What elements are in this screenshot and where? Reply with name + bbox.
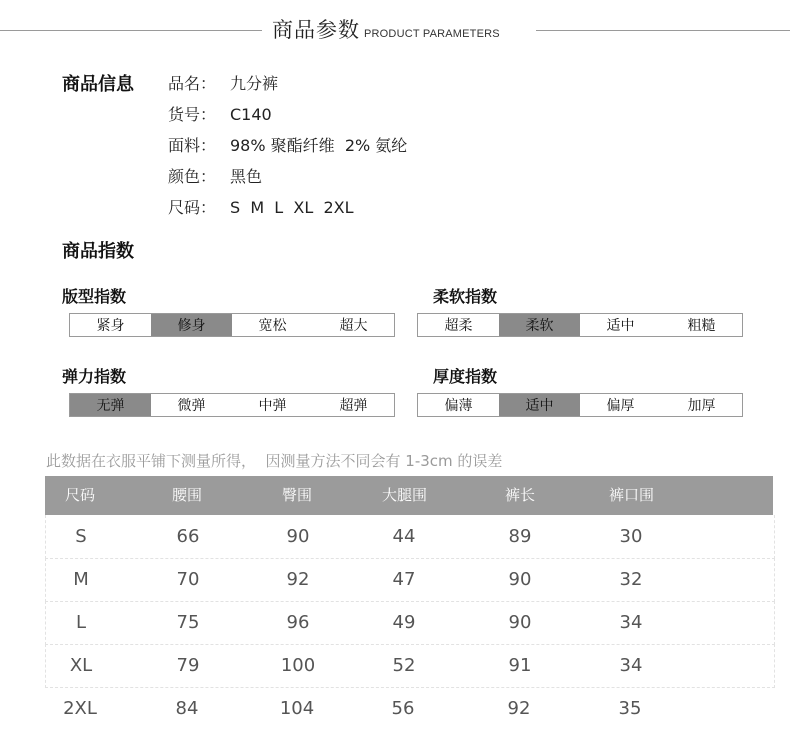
scale-option: 宽松	[258, 318, 287, 334]
page-title-cn: 商品参数	[272, 18, 360, 42]
table-cell: 70	[176, 569, 200, 590]
scale-elasticity	[69, 393, 395, 417]
table-cell: 52	[392, 655, 416, 676]
scale-option: 紧身	[96, 318, 125, 334]
page-title-en: PRODUCT PARAMETERS	[364, 28, 500, 40]
table-cell: M	[73, 569, 89, 590]
table-cell: 34	[619, 612, 643, 633]
info-key: 颜色：	[168, 167, 217, 186]
scale-option: 无弹	[70, 394, 151, 416]
page-title	[272, 14, 500, 44]
scale-softness	[417, 313, 743, 337]
scale-option: 超弹	[339, 398, 368, 414]
header-divider-right	[536, 30, 790, 31]
product-index-title: 商品指数	[62, 241, 134, 262]
table-cell: 44	[392, 526, 416, 547]
scale-thickness	[417, 393, 743, 417]
table-cell: 56	[391, 698, 415, 719]
table-row	[45, 687, 773, 730]
scale-option: 超大	[339, 318, 368, 334]
scale-option: 适中	[499, 394, 580, 416]
column-header-thigh: 大腿围	[382, 486, 428, 504]
info-key: 尺码：	[168, 198, 217, 217]
header-divider-left	[0, 30, 262, 31]
table-row	[45, 515, 775, 559]
info-row-fabric	[168, 133, 407, 156]
scale-option: 加厚	[687, 398, 716, 414]
table-cell: 90	[286, 526, 310, 547]
scale-title-fit: 版型指数	[62, 287, 127, 306]
scale-option: 中弹	[258, 398, 287, 414]
table-cell: 35	[618, 698, 642, 719]
table-cell: 34	[619, 655, 643, 676]
column-header-hip: 臀围	[282, 486, 313, 504]
scale-option: 柔软	[499, 314, 580, 336]
table-cell: 66	[176, 526, 200, 547]
table-cell: 90	[508, 569, 532, 590]
scale-option: 偏薄	[444, 398, 473, 414]
table-cell: 84	[175, 698, 199, 719]
column-header-length: 裤长	[505, 486, 536, 504]
table-cell: 47	[392, 569, 416, 590]
info-row-sizes	[168, 195, 354, 218]
scale-fit	[69, 313, 395, 337]
measurement-note: 此数据在衣服平铺下测量所得， 因测量方法不同会有 1-3cm 的误差	[46, 452, 503, 470]
table-cell: 92	[507, 698, 531, 719]
size-table-header	[45, 476, 773, 515]
info-key: 面料：	[168, 136, 217, 155]
scale-option: 粗糙	[687, 318, 716, 334]
info-row-item-number	[168, 102, 272, 125]
table-cell: 75	[176, 612, 200, 633]
column-header-leg-opening: 裤口围	[609, 486, 655, 504]
product-info-title: 商品信息	[62, 74, 134, 95]
column-header-waist: 腰围	[172, 486, 203, 504]
table-cell: 100	[280, 655, 316, 676]
scale-title-softness: 柔软指数	[433, 287, 498, 306]
info-value: 九分裤	[230, 74, 279, 93]
table-cell: 92	[286, 569, 310, 590]
info-row-color	[168, 164, 262, 187]
table-cell: L	[75, 612, 87, 633]
table-cell: 32	[619, 569, 643, 590]
table-cell: 49	[392, 612, 416, 633]
table-cell: 79	[176, 655, 200, 676]
table-cell: 30	[619, 526, 643, 547]
scale-option: 超柔	[444, 318, 473, 334]
scale-option: 修身	[151, 314, 232, 336]
info-value: 黑色	[230, 167, 263, 186]
table-cell: S	[75, 526, 87, 547]
info-value: C140	[230, 105, 272, 124]
table-cell: 91	[508, 655, 532, 676]
table-cell: 89	[508, 526, 532, 547]
info-row-name	[168, 71, 278, 94]
info-key: 品名：	[168, 74, 217, 93]
table-cell: 104	[279, 698, 315, 719]
table-cell: 96	[286, 612, 310, 633]
scale-title-thickness: 厚度指数	[433, 367, 498, 386]
table-row	[45, 601, 775, 645]
scale-title-elasticity: 弹力指数	[62, 367, 127, 386]
column-header-size: 尺码	[65, 486, 96, 504]
scale-option: 偏厚	[606, 398, 635, 414]
table-cell: 90	[508, 612, 532, 633]
info-value: 98% 聚酯纤维 2% 氨纶	[230, 136, 408, 155]
table-cell: 2XL	[63, 698, 97, 719]
info-key: 货号：	[168, 105, 217, 124]
info-value: S M L XL 2XL	[230, 198, 354, 217]
table-cell: XL	[69, 655, 93, 676]
scale-option: 适中	[606, 318, 635, 334]
table-row	[45, 558, 775, 602]
table-row	[45, 644, 775, 688]
scale-option: 微弹	[177, 398, 206, 414]
